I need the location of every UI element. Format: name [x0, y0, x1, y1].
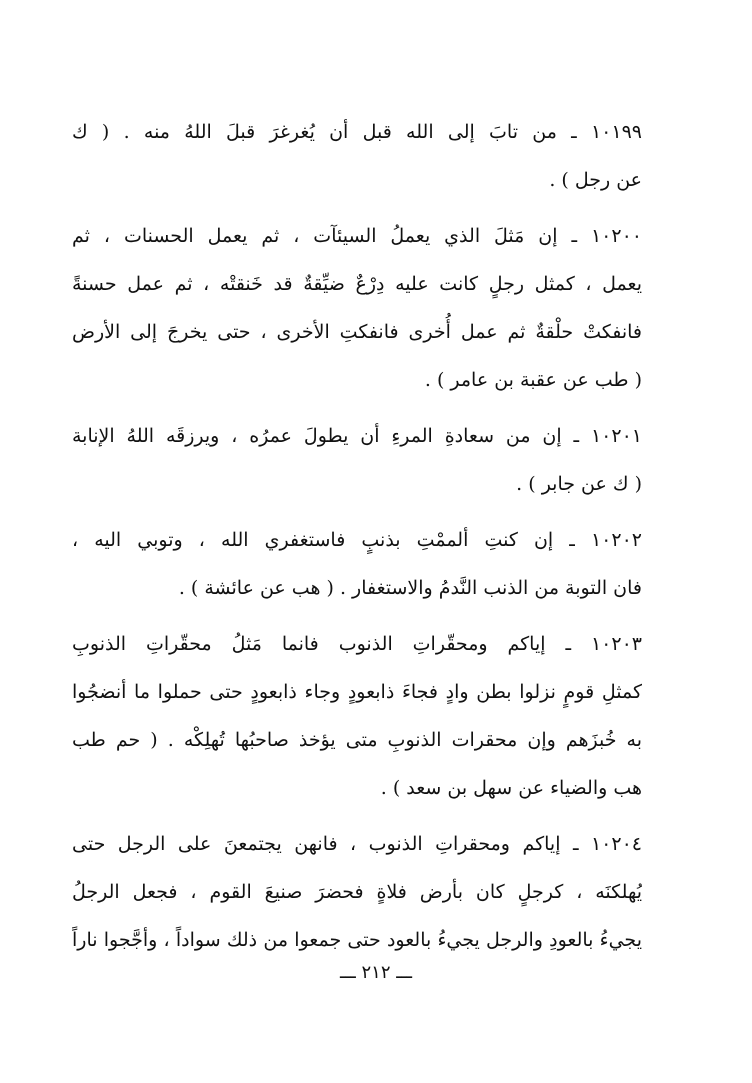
entry-10203 — [72, 620, 642, 812]
entry-10202 — [72, 516, 642, 612]
text-line: ١٠٢٠٢ ـ إن كنتِ ألممْتِ بذنبٍ فاستغفري الله ، وتوبي اليه ، — [72, 529, 642, 551]
entry-10204 — [72, 820, 642, 964]
text-line: ١٠٢٠٠ ـ إن مَثلَ الذي يعملُ السيئآت ، ثم يعمل الحسنات ، ثم — [72, 225, 642, 247]
text-line: يجيءُ بالعودِ والرجل يجيءُ بالعود حتى جمعوا من ذلك سواداً ، وأجَّجوا ناراً — [72, 929, 642, 951]
text-line: ( طب عن عقبة بن عامر ) . — [424, 369, 642, 391]
entry-10199 — [72, 108, 642, 204]
page-number: ـــ ٢١٢ ـــ — [339, 962, 413, 983]
text-line: ( ك عن جابر ) . — [516, 473, 642, 495]
text-line: ١٠١٩٩ ـ من تابَ إلى الله قبل أن يُغرغرَ قبلَ اللهُ منه . ( ك — [72, 121, 642, 143]
text-line: ١٠٢٠١ ـ إن من سعادةِ المرءِ أن يطولَ عمرُه ، ويرزقَه اللهُ الإنابة — [72, 425, 642, 447]
text-line: فان التوبة من الذنب النَّدمُ والاستغفار . ( هب عن عائشة ) . — [178, 577, 642, 599]
text-line: ١٠٢٠٤ ـ إياكم ومحقراتِ الذنوب ، فانهن يجتمعنَ على الرجل حتى — [72, 833, 642, 855]
text-line: كمثلِ قومٍ نزلوا بطن وادٍ فجاءَ ذابعودٍ وجاء ذابعودٍ حتى حملوا ما أنضجُوا — [72, 681, 642, 703]
text-line: يعمل ، كمثل رجلٍ كانت عليه دِرْعٌ ضيِّقةٌ قد خَنقتْه ، ثم عمل حسنةً — [72, 273, 642, 295]
text-line: فانفكتْ حلْقةٌ ثم عمل أُخرى فانفكتِ الأخرى ، حتى يخرجَ إلى الأرض — [72, 321, 642, 343]
entry-10200 — [72, 212, 642, 404]
entry-10201 — [72, 412, 642, 508]
text-line: عن رجل ) . — [549, 169, 642, 191]
text-line: هب والضياء عن سهل بن سعد ) . — [380, 777, 642, 799]
text-line: يُهلكنَه ، كرجلٍ كان بأرض فلاةٍ فحضرَ صنيعَ القوم ، فجعل الرجلُ — [72, 881, 642, 903]
text-line: ١٠٢٠٣ ـ إياكم ومحقّراتِ الذنوب فانما مَثلُ محقّراتِ الذنوبِ — [72, 633, 642, 655]
text-line: به خُبزَهم وإن محقرات الذنوبِ متى يؤخذ صاحبُها تُهلِكْه . ( حم طب — [72, 729, 642, 751]
text-body — [72, 108, 642, 964]
